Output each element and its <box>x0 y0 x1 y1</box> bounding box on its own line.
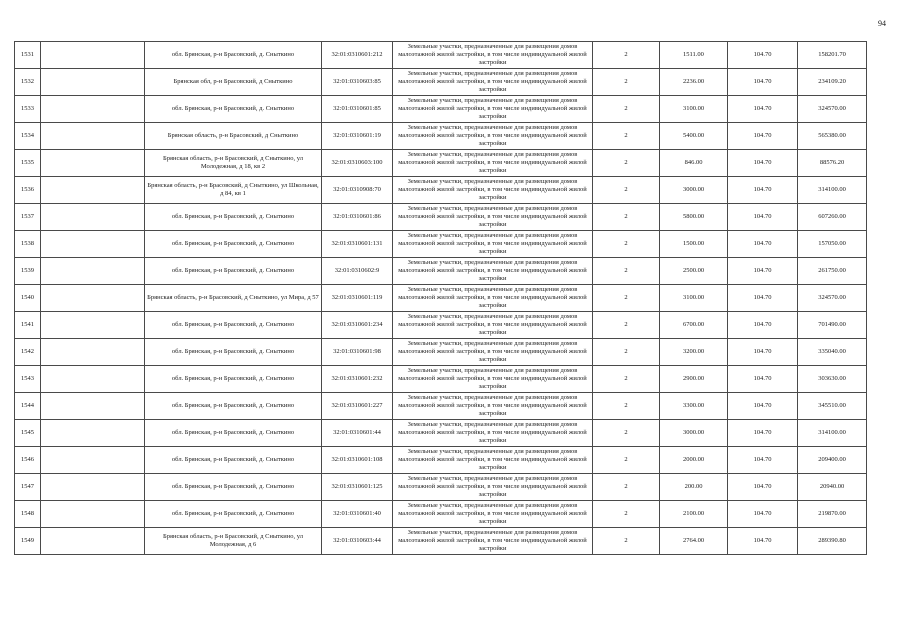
land-purpose-cell: Земельные участки, предназначенные для размещения домов малоэтажной жилой застройки, в том числе индивидуальной жилой застройки <box>393 501 593 528</box>
area-cell: 1500.00 <box>660 231 728 258</box>
land-registry-table <box>14 41 867 555</box>
cadastral-number-cell: 32:01:0310603:100 <box>322 150 393 177</box>
table-row <box>15 339 867 366</box>
group-cell: 2 <box>593 285 660 312</box>
land-purpose-cell: Земельные участки, предназначенные для размещения домов малоэтажной жилой застройки, в том числе индивидуальной жилой застройки <box>393 177 593 204</box>
cadastral-number-cell: 32:01:0310601:232 <box>322 366 393 393</box>
cadastral-number-cell: 32:01:0310601:98 <box>322 339 393 366</box>
cadastral-number-cell: 32:01:0310908:70 <box>322 177 393 204</box>
cadastral-value-cell: 314100.00 <box>798 420 867 447</box>
empty-cell <box>41 258 145 285</box>
address-cell: обл. Брянская, р-н Брасовский, д. Сныткино <box>145 393 322 420</box>
group-cell: 2 <box>593 231 660 258</box>
specific-value-cell: 104.70 <box>728 474 798 501</box>
cadastral-value-cell: 335040.00 <box>798 339 867 366</box>
land-purpose-cell: Земельные участки, предназначенные для размещения домов малоэтажной жилой застройки, в том числе индивидуальной жилой застройки <box>393 42 593 69</box>
area-cell: 2100.00 <box>660 501 728 528</box>
cadastral-number-cell: 32:01:0310603:44 <box>322 528 393 555</box>
row-number-cell: 1544 <box>15 393 41 420</box>
address-cell: обл. Брянская, р-н Брасовский, д. Сныткино <box>145 447 322 474</box>
area-cell: 846.00 <box>660 150 728 177</box>
cadastral-value-cell: 607260.00 <box>798 204 867 231</box>
group-cell: 2 <box>593 96 660 123</box>
row-number-cell: 1537 <box>15 204 41 231</box>
group-cell: 2 <box>593 501 660 528</box>
area-cell: 5800.00 <box>660 204 728 231</box>
row-number-cell: 1545 <box>15 420 41 447</box>
land-purpose-cell: Земельные участки, предназначенные для размещения домов малоэтажной жилой застройки, в том числе индивидуальной жилой застройки <box>393 420 593 447</box>
address-cell: обл. Брянская, р-н Брасовский, д. Сныткино <box>145 204 322 231</box>
table-row <box>15 501 867 528</box>
address-cell: обл. Брянская, р-н Брасовский, д. Сныткино <box>145 42 322 69</box>
cadastral-value-cell: 234109.20 <box>798 69 867 96</box>
cadastral-value-cell: 20940.00 <box>798 474 867 501</box>
empty-cell <box>41 285 145 312</box>
empty-cell <box>41 123 145 150</box>
area-cell: 3100.00 <box>660 96 728 123</box>
cadastral-number-cell: 32:01:0310601:125 <box>322 474 393 501</box>
specific-value-cell: 104.70 <box>728 285 798 312</box>
cadastral-number-cell: 32:01:0310601:108 <box>322 447 393 474</box>
cadastral-value-cell: 701490.00 <box>798 312 867 339</box>
cadastral-value-cell: 565380.00 <box>798 123 867 150</box>
specific-value-cell: 104.70 <box>728 501 798 528</box>
specific-value-cell: 104.70 <box>728 528 798 555</box>
row-number-cell: 1543 <box>15 366 41 393</box>
address-cell: Брянская область, р-н Брасовский, д Сныткино <box>145 123 322 150</box>
empty-cell <box>41 312 145 339</box>
cadastral-number-cell: 32:01:0310601:44 <box>322 420 393 447</box>
address-cell: обл. Брянская, р-н Брасовский, д. Сныткино <box>145 474 322 501</box>
table-row <box>15 366 867 393</box>
table-row <box>15 123 867 150</box>
land-purpose-cell: Земельные участки, предназначенные для размещения домов малоэтажной жилой застройки, в том числе индивидуальной жилой застройки <box>393 96 593 123</box>
cadastral-number-cell: 32:01:0310601:227 <box>322 393 393 420</box>
cadastral-number-cell: 32:01:0310601:19 <box>322 123 393 150</box>
empty-cell <box>41 366 145 393</box>
cadastral-value-cell: 158201.70 <box>798 42 867 69</box>
specific-value-cell: 104.70 <box>728 420 798 447</box>
specific-value-cell: 104.70 <box>728 96 798 123</box>
cadastral-number-cell: 32:01:0310601:40 <box>322 501 393 528</box>
cadastral-value-cell: 219870.00 <box>798 501 867 528</box>
address-cell: Брянская область, р-н Брасовский, д Сныткино, ул Мира, д 57 <box>145 285 322 312</box>
address-cell: Брянская область, р-н Брасовский, д Сныткино, ул Школьная, д 84, кв 1 <box>145 177 322 204</box>
cadastral-number-cell: 32:01:0310603:85 <box>322 69 393 96</box>
cadastral-number-cell: 32:01:0310601:119 <box>322 285 393 312</box>
row-number-cell: 1538 <box>15 231 41 258</box>
cadastral-value-cell: 157050.00 <box>798 231 867 258</box>
land-purpose-cell: Земельные участки, предназначенные для размещения домов малоэтажной жилой застройки, в том числе индивидуальной жилой застройки <box>393 339 593 366</box>
group-cell: 2 <box>593 447 660 474</box>
address-cell: Брянская обл, р-н Брасовский, д Сныткино <box>145 69 322 96</box>
row-number-cell: 1532 <box>15 69 41 96</box>
row-number-cell: 1534 <box>15 123 41 150</box>
land-purpose-cell: Земельные участки, предназначенные для размещения домов малоэтажной жилой застройки, в том числе индивидуальной жилой застройки <box>393 447 593 474</box>
specific-value-cell: 104.70 <box>728 231 798 258</box>
group-cell: 2 <box>593 69 660 96</box>
empty-cell <box>41 69 145 96</box>
land-purpose-cell: Земельные участки, предназначенные для размещения домов малоэтажной жилой застройки, в том числе индивидуальной жилой застройки <box>393 312 593 339</box>
land-purpose-cell: Земельные участки, предназначенные для размещения домов малоэтажной жилой застройки, в том числе индивидуальной жилой застройки <box>393 366 593 393</box>
row-number-cell: 1536 <box>15 177 41 204</box>
area-cell: 5400.00 <box>660 123 728 150</box>
specific-value-cell: 104.70 <box>728 69 798 96</box>
group-cell: 2 <box>593 204 660 231</box>
address-cell: Брянская область, р-н Брасовский, д Сныткино, ул Молодежная, д 18, кв 2 <box>145 150 322 177</box>
land-purpose-cell: Земельные участки, предназначенные для размещения домов малоэтажной жилой застройки, в том числе индивидуальной жилой застройки <box>393 69 593 96</box>
empty-cell <box>41 474 145 501</box>
row-number-cell: 1533 <box>15 96 41 123</box>
land-purpose-cell: Земельные участки, предназначенные для размещения домов малоэтажной жилой застройки, в том числе индивидуальной жилой застройки <box>393 150 593 177</box>
address-cell: обл. Брянская, р-н Брасовский, д. Сныткино <box>145 231 322 258</box>
table-row <box>15 528 867 555</box>
address-cell: обл. Брянская, р-н Брасовский, д. Сныткино <box>145 339 322 366</box>
land-purpose-cell: Земельные участки, предназначенные для размещения домов малоэтажной жилой застройки, в том числе индивидуальной жилой застройки <box>393 285 593 312</box>
group-cell: 2 <box>593 177 660 204</box>
cadastral-number-cell: 32:01:0310601:234 <box>322 312 393 339</box>
cadastral-value-cell: 324570.00 <box>798 285 867 312</box>
land-purpose-cell: Земельные участки, предназначенные для размещения домов малоэтажной жилой застройки, в том числе индивидуальной жилой застройки <box>393 231 593 258</box>
empty-cell <box>41 231 145 258</box>
table-row <box>15 285 867 312</box>
cadastral-number-cell: 32:01:0310601:131 <box>322 231 393 258</box>
table-row <box>15 177 867 204</box>
group-cell: 2 <box>593 312 660 339</box>
row-number-cell: 1540 <box>15 285 41 312</box>
cadastral-number-cell: 32:01:0310601:86 <box>322 204 393 231</box>
specific-value-cell: 104.70 <box>728 123 798 150</box>
area-cell: 1511.00 <box>660 42 728 69</box>
group-cell: 2 <box>593 123 660 150</box>
address-cell: Брянская область, р-н Брасовский, д Сныткино, ул Молодежная, д 6 <box>145 528 322 555</box>
specific-value-cell: 104.70 <box>728 204 798 231</box>
area-cell: 3300.00 <box>660 393 728 420</box>
specific-value-cell: 104.70 <box>728 258 798 285</box>
cadastral-value-cell: 345510.00 <box>798 393 867 420</box>
table-row <box>15 42 867 69</box>
group-cell: 2 <box>593 474 660 501</box>
cadastral-value-cell: 314100.00 <box>798 177 867 204</box>
empty-cell <box>41 447 145 474</box>
table-row <box>15 447 867 474</box>
cadastral-value-cell: 261750.00 <box>798 258 867 285</box>
table-row <box>15 420 867 447</box>
specific-value-cell: 104.70 <box>728 366 798 393</box>
specific-value-cell: 104.70 <box>728 150 798 177</box>
table-row <box>15 393 867 420</box>
group-cell: 2 <box>593 150 660 177</box>
address-cell: обл. Брянская, р-н Брасовский, д. Сныткино <box>145 420 322 447</box>
land-purpose-cell: Земельные участки, предназначенные для размещения домов малоэтажной жилой застройки, в том числе индивидуальной жилой застройки <box>393 474 593 501</box>
cadastral-value-cell: 88576.20 <box>798 150 867 177</box>
address-cell: обл. Брянская, р-н Брасовский, д. Сныткино <box>145 312 322 339</box>
address-cell: обл. Брянская, р-н Брасовский, д. Сныткино <box>145 258 322 285</box>
group-cell: 2 <box>593 258 660 285</box>
specific-value-cell: 104.70 <box>728 393 798 420</box>
group-cell: 2 <box>593 393 660 420</box>
cadastral-value-cell: 303630.00 <box>798 366 867 393</box>
area-cell: 2764.00 <box>660 528 728 555</box>
page-number: 94 <box>878 19 886 28</box>
cadastral-number-cell: 32:01:0310602:9 <box>322 258 393 285</box>
table-row <box>15 204 867 231</box>
empty-cell <box>41 204 145 231</box>
land-purpose-cell: Земельные участки, предназначенные для размещения домов малоэтажной жилой застройки, в том числе индивидуальной жилой застройки <box>393 123 593 150</box>
empty-cell <box>41 339 145 366</box>
table-row <box>15 312 867 339</box>
specific-value-cell: 104.70 <box>728 339 798 366</box>
table-row <box>15 474 867 501</box>
area-cell: 3000.00 <box>660 177 728 204</box>
group-cell: 2 <box>593 528 660 555</box>
empty-cell <box>41 393 145 420</box>
address-cell: обл. Брянская, р-н Брасовский, д. Сныткино <box>145 366 322 393</box>
cadastral-value-cell: 324570.00 <box>798 96 867 123</box>
specific-value-cell: 104.70 <box>728 177 798 204</box>
empty-cell <box>41 42 145 69</box>
row-number-cell: 1542 <box>15 339 41 366</box>
row-number-cell: 1546 <box>15 447 41 474</box>
cadastral-value-cell: 289390.80 <box>798 528 867 555</box>
cadastral-number-cell: 32:01:0310601:85 <box>322 96 393 123</box>
cadastral-number-cell: 32:01:0310601:212 <box>322 42 393 69</box>
table-row <box>15 69 867 96</box>
specific-value-cell: 104.70 <box>728 447 798 474</box>
land-purpose-cell: Земельные участки, предназначенные для размещения домов малоэтажной жилой застройки, в том числе индивидуальной жилой застройки <box>393 393 593 420</box>
land-purpose-cell: Земельные участки, предназначенные для размещения домов малоэтажной жилой застройки, в том числе индивидуальной жилой застройки <box>393 204 593 231</box>
specific-value-cell: 104.70 <box>728 312 798 339</box>
land-purpose-cell: Земельные участки, предназначенные для размещения домов малоэтажной жилой застройки, в том числе индивидуальной жилой застройки <box>393 528 593 555</box>
group-cell: 2 <box>593 42 660 69</box>
area-cell: 3100.00 <box>660 285 728 312</box>
area-cell: 2236.00 <box>660 69 728 96</box>
row-number-cell: 1539 <box>15 258 41 285</box>
row-number-cell: 1549 <box>15 528 41 555</box>
area-cell: 3200.00 <box>660 339 728 366</box>
table-row <box>15 258 867 285</box>
table-row <box>15 231 867 258</box>
row-number-cell: 1548 <box>15 501 41 528</box>
table-row <box>15 96 867 123</box>
cadastral-value-cell: 209400.00 <box>798 447 867 474</box>
table-row <box>15 150 867 177</box>
group-cell: 2 <box>593 339 660 366</box>
group-cell: 2 <box>593 366 660 393</box>
group-cell: 2 <box>593 420 660 447</box>
empty-cell <box>41 501 145 528</box>
empty-cell <box>41 150 145 177</box>
empty-cell <box>41 420 145 447</box>
row-number-cell: 1531 <box>15 42 41 69</box>
row-number-cell: 1535 <box>15 150 41 177</box>
area-cell: 2000.00 <box>660 447 728 474</box>
land-purpose-cell: Земельные участки, предназначенные для размещения домов малоэтажной жилой застройки, в том числе индивидуальной жилой застройки <box>393 258 593 285</box>
address-cell: обл. Брянская, р-н Брасовский, д. Сныткино <box>145 96 322 123</box>
address-cell: обл. Брянская, р-н Брасовский, д. Сныткино <box>145 501 322 528</box>
row-number-cell: 1547 <box>15 474 41 501</box>
row-number-cell: 1541 <box>15 312 41 339</box>
area-cell: 3000.00 <box>660 420 728 447</box>
empty-cell <box>41 528 145 555</box>
specific-value-cell: 104.70 <box>728 42 798 69</box>
area-cell: 200.00 <box>660 474 728 501</box>
area-cell: 2900.00 <box>660 366 728 393</box>
empty-cell <box>41 177 145 204</box>
area-cell: 6700.00 <box>660 312 728 339</box>
empty-cell <box>41 96 145 123</box>
area-cell: 2500.00 <box>660 258 728 285</box>
